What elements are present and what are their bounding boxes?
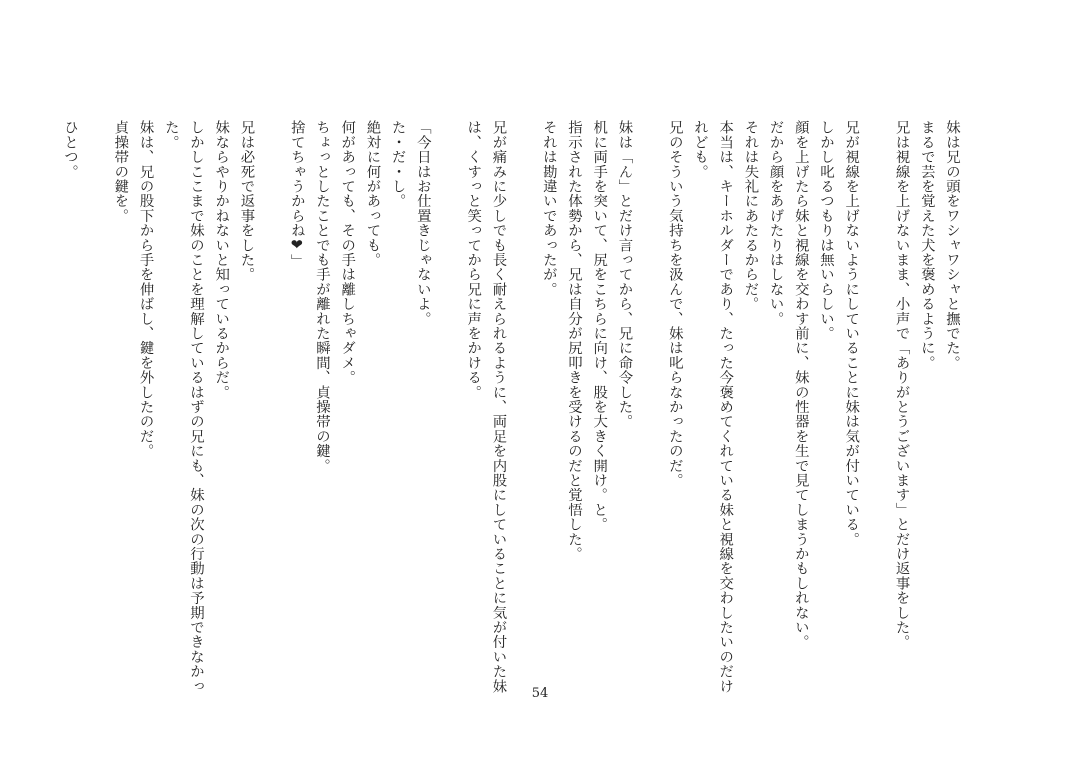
dialogue-line: 何があっても、その手は離しちゃダメ。	[339, 120, 356, 385]
blank-line	[82, 120, 107, 660]
blank-line	[435, 120, 460, 660]
text-line: しかし叱るつもりは無いらしい。	[818, 120, 834, 341]
text-line: それは勘違いであったが。	[540, 120, 557, 297]
blank-line	[258, 120, 283, 660]
text-line: 兄が痛みに少しでも長く耐えられるように、両足を内股にしていることに気が付いた妹	[490, 120, 507, 694]
dialogue-line: ちょっとしたことでも手が離れた瞬間、貞操帯の鍵。	[313, 120, 330, 473]
text-line: 兄のそういう気持ちを汲んで、妹は叱らなかったのだ。	[666, 120, 683, 488]
dialogue-line: た・だ・し。	[389, 120, 406, 209]
dialogue-line: 絶対に何があっても。	[364, 120, 381, 267]
text-line: ひとつ。	[61, 120, 78, 179]
text-line: それは失礼にあたるからだ。	[742, 120, 759, 312]
text-line: れども。	[691, 120, 708, 179]
blank-line	[863, 120, 888, 660]
text-line: 貞操帯の鍵を。	[112, 120, 129, 223]
text-line: まるで芸を覚えた犬を褒めるように。	[918, 120, 935, 370]
text-line: しかしここまで妹のことを理解しているはずの兄にも、妹の次の行動は予期できなかっ	[187, 120, 204, 694]
text-line: 本当は、キーホルダーであり、たった今褒めてくれている妹と視線を交わしたいのだけ	[717, 120, 734, 694]
text-line: は、くすっと笑ってから兄に声をかける。	[465, 120, 482, 400]
text-line: た。	[162, 120, 179, 150]
text-line: 妹は兄の頭をワシャワシャと撫でた。	[944, 120, 960, 370]
blank-line	[636, 120, 661, 660]
text-line: 顔を上げたら妹と視線を交わす前に、妹の性器を生で見てしまうかもしれない。	[792, 120, 809, 650]
blank-line	[510, 120, 535, 660]
text-line: 妹は「ん」とだけ言ってから、兄に命令した。	[616, 120, 633, 429]
text-line: 机に両手を突いて、尻をこちらに向け、股を大きく開け。と。	[591, 120, 608, 532]
text-line: 妹は、兄の股下から手を伸ばし、鍵を外したのだ。	[137, 120, 154, 459]
page-number: 54	[531, 686, 549, 701]
dialogue-line: 捨てちゃうからね❤」	[288, 120, 305, 269]
dialogue-line: 「今日はお仕置きじゃないよ。	[414, 120, 431, 326]
text-line: 兄は視線を上げないまま、小声で「ありがとうございます」とだけ返事をした。	[893, 120, 910, 650]
text-line: 兄は必死で返事をした。	[238, 120, 255, 282]
text-line: 指示された体勢から、兄は自分が尻叩きを受けるのだと覚悟した。	[565, 120, 582, 561]
text-line: だから顔をあげたりはしない。	[767, 120, 784, 326]
text-line: 兄が視線を上げないようにしていることに妹は気が付いている。	[843, 120, 860, 547]
text-line: 妹ならやりかねないと知っているからだ。	[213, 120, 230, 400]
